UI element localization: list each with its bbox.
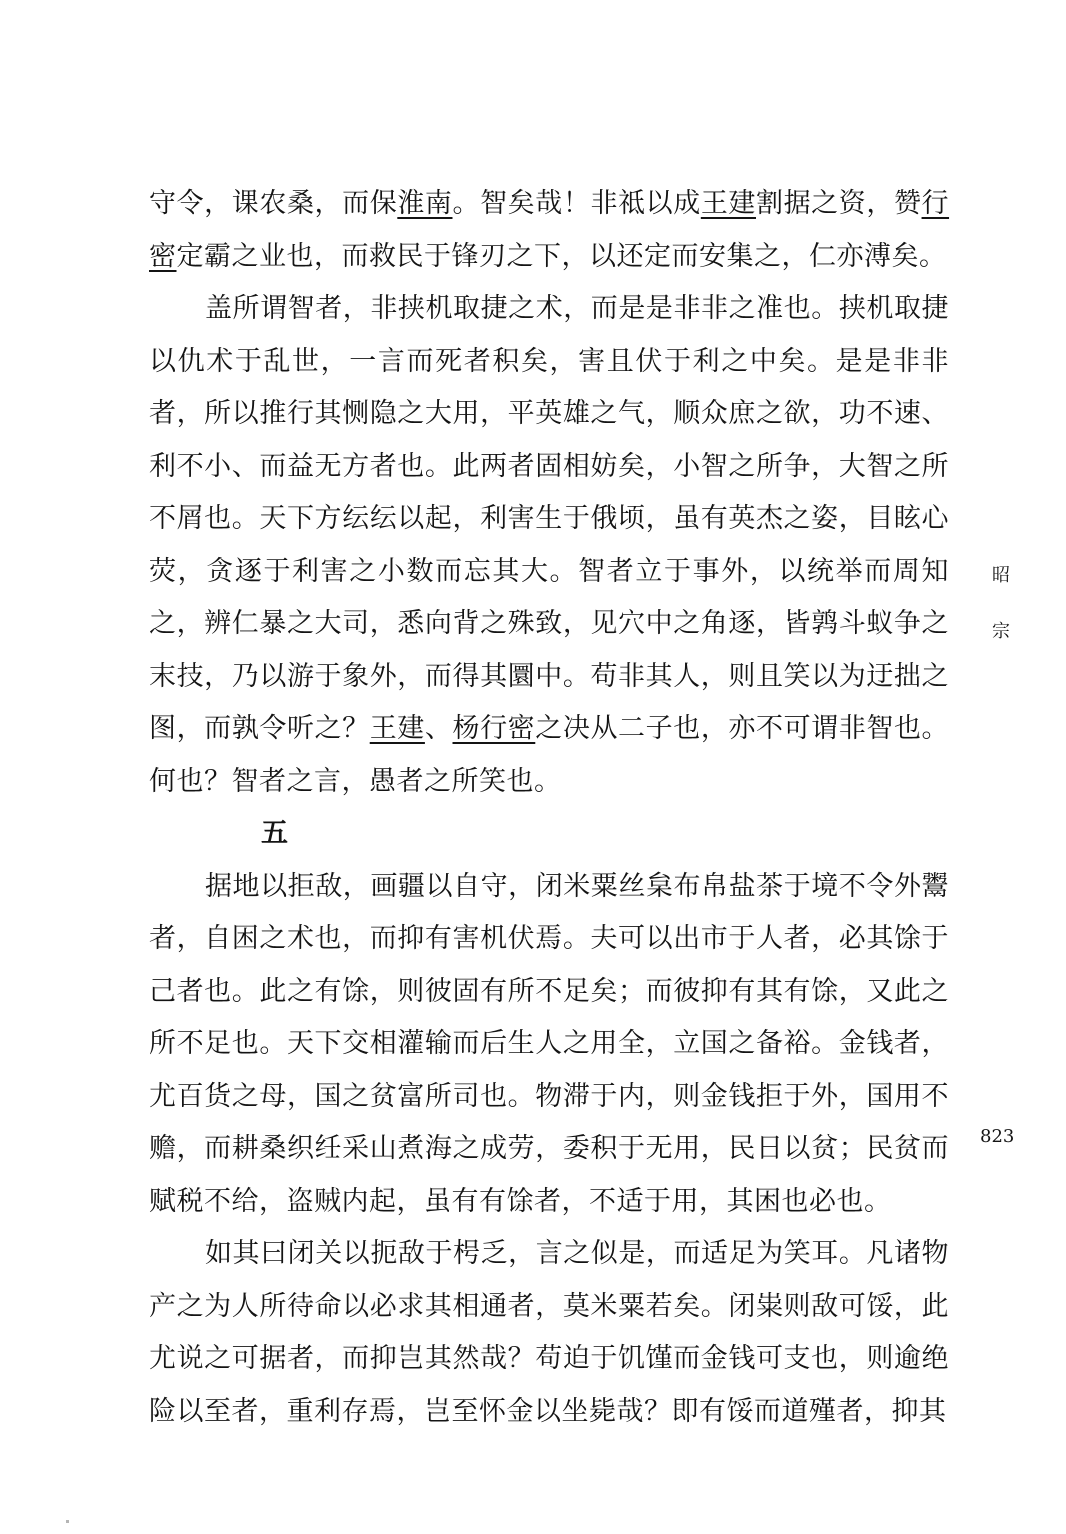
running-head-char: 昭 (992, 565, 1010, 586)
page-number: 823 (980, 1126, 1015, 1147)
text-run: 如其曰闭关以扼敌于枵乏，言之似是，而适足为笑耳。凡诸物产之为人所待命以必求其相通者，莫米粟若矣。闭粜则敌可馁，此尤说之可据者，而抑岂其然哉？苟迫于饥馑而金钱可支也，则逾绝险以至者，重利存焉，岂至怀金以坐毙哉？即有馁而道殣者，抑其 (149, 1238, 949, 1427)
proper-name: 王建 (369, 713, 425, 744)
text-run: 、 (424, 713, 453, 744)
proper-name: 行密 (149, 188, 950, 272)
proper-name: 杨行密 (452, 713, 536, 744)
running-head (986, 548, 1016, 660)
paragraph (149, 283, 949, 808)
proper-name: 王建 (700, 188, 756, 219)
text-run: 守令，课农桑，而保 (149, 188, 398, 219)
text-run: 割据之资，赞 (756, 188, 922, 219)
text-run: 之决从二子也，亦不可谓非智也。何也？智者之言，愚者之所笑也。 (149, 713, 950, 797)
section-heading (149, 808, 949, 861)
scan-speck (66, 1520, 69, 1523)
text-run: 盖所谓智者，非挟机取捷之术，而是是非非之准也。挟机取捷以仇术于乱世，一言而死者积矣，害且伏于利之中矣。是是非非者，所以推行其恻隐之大用，平英雄之气，顺众庶之欲，功不速、利不小、而益无方者也。此两者固相妨矣，小智之所争，大智之所不屑也。天下方纭纭以起，利害生于俄顷，虽有英杰之姿，目眩心荧，贪逐于利害之小数而忘其大。智者立于事外，以统举而周知之，辨仁暴之大司，悉向背之殊致，见穴中之角逐，皆鹑斗蚁争之末技，乃以游于象外，而得其圜中。苟非其人，则且笑以为迂拙之图，而孰令听之？ (149, 293, 949, 744)
text-run: 。智矣哉！非祗以成 (452, 188, 701, 219)
body-text (149, 178, 949, 1438)
text-run: 五 (261, 818, 289, 849)
text-run: 定霸之业也，而救民于锋刃之下，以还定而安集之，仁亦溥矣。 (176, 240, 947, 272)
running-head-char: 宗 (992, 621, 1010, 642)
proper-name: 淮南 (397, 188, 453, 219)
paragraph (149, 1228, 949, 1438)
paragraph (149, 178, 949, 283)
text-run: 据地以拒敌，画疆以自守，闭米粟丝枲布帛盐茶于境不令外鬻者，自困之术也，而抑有害机伏焉。夫可以出市于人者，必其馀于己者也。此之有馀，则彼固有所不足矣；而彼抑有其有馀，又此之所不足也。天下交相灌输而后生人之用全，立国之备裕。金钱者，尤百货之母，国之贫富所司也。物滞于内，则金钱拒于外，国用不赡，而耕桑织纴采山煮海之成劳，委积于无用，民日以贫；民贫而赋税不给，盗贼内起，虽有有馀者，不适于用，其困也必也。 (149, 870, 949, 1217)
paragraph (149, 861, 949, 1229)
